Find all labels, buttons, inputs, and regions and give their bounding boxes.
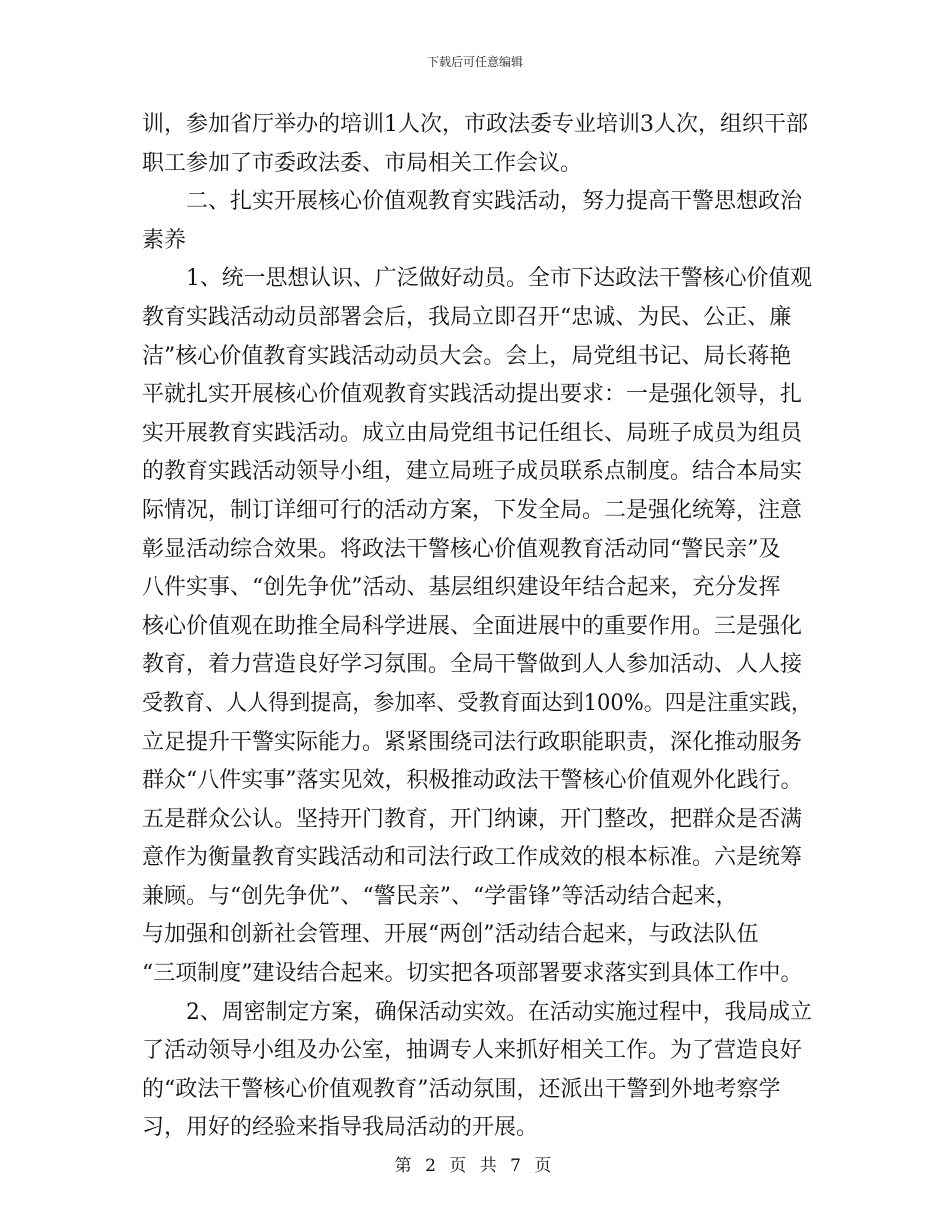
text-line: 1、统一思想认识、广泛做好动员。全市下达政法干警核心价值观 — [186, 266, 813, 292]
page-footer: 第 2 页 共 7 页 — [394, 1156, 556, 1176]
text-line: 立足提升干警实际能力。紧紧围绕司法行政职能职责，深化推动服务 — [142, 729, 803, 755]
text-line: 平就扎实开展核心价值观教育实践活动提出要求：一是强化领导，扎 — [142, 382, 803, 408]
text-line: 群众“八件实事”落实见效，积极推动政法干警核心价值观外化践行。 — [142, 768, 803, 794]
text-line: 际情况，制订详细可行的活动方案，下发全局。二是强化统筹，注意 — [142, 497, 803, 523]
text-line: 洁”核心价值教育实践活动动员大会。会上，局党组书记、局长蒋艳 — [142, 343, 792, 369]
text-line: 了活动领导小组及办公室，抽调专人来抓好相关工作。为了营造良好 — [142, 1038, 803, 1064]
page-header: 下载后可任意编辑 — [426, 55, 523, 69]
text-line: 训，参加省厅举办的培训1人次，市政法委专业培训3人次，组织干部 — [142, 112, 808, 137]
text-line: 二、扎实开展核心价值观教育实践活动，努力提高干警思想政治 — [186, 189, 803, 215]
text-line: 教育，着力营造良好学习氛围。全局干警做到人人参加活动、人人接 — [142, 652, 803, 678]
text-line: 素养 — [142, 227, 187, 253]
text-line: 2、周密制定方案，确保活动实效。在活动实施过程中，我局成立 — [186, 999, 813, 1025]
text-line: 职工参加了市委政法委、市局相关工作会议。 — [142, 150, 583, 176]
document-body — [142, 106, 812, 1148]
text-line: 实开展教育实践活动。成立由局党组书记任组长、局班子成员为组员 — [142, 420, 803, 446]
text-line: 的教育实践活动领导小组，建立局班子成员联系点制度。结合本局实 — [142, 459, 803, 485]
text-line: 的“政法干警核心价值观教育”活动氛围，还派出干警到外地考察学 — [142, 1076, 781, 1102]
text-line: “三项制度”建设结合起来。切实把各项部署要求落实到具体工作中。 — [142, 961, 803, 987]
text-line: 意作为衡量教育实践活动和司法行政工作成效的根本标准。六是统筹 — [142, 845, 803, 871]
text-line: 八件实事、“创先争优”活动、基层组织建设年结合起来，充分发挥 — [142, 575, 781, 601]
text-line: 五是群众公认。坚持开门教育，开门纳谏，开门整改，把群众是否满 — [142, 806, 803, 832]
text-line: 与加强和创新社会管理、开展“两创”活动结合起来，与政法队伍 — [142, 922, 759, 948]
text-line: 习，用好的经验来指导我局活动的开展。 — [142, 1115, 539, 1141]
text-line: 受教育、人人得到提高，参加率、受教育面达到100%。四是注重实践， — [142, 690, 812, 716]
text-line: 教育实践活动动员部署会后，我局立即召开“忠诚、为民、公正、廉 — [142, 304, 792, 330]
text-line: 兼顾。与“创先争优”、“警民亲”、“学雷锋”等活动结合起来， — [142, 883, 738, 909]
text-line: 核心价值观在助推全局科学进展、全面进展中的重要作用。三是强化 — [142, 613, 803, 639]
text-line: 彰显活动综合效果。将政法干警核心价值观教育活动同“警民亲”及 — [142, 536, 781, 562]
